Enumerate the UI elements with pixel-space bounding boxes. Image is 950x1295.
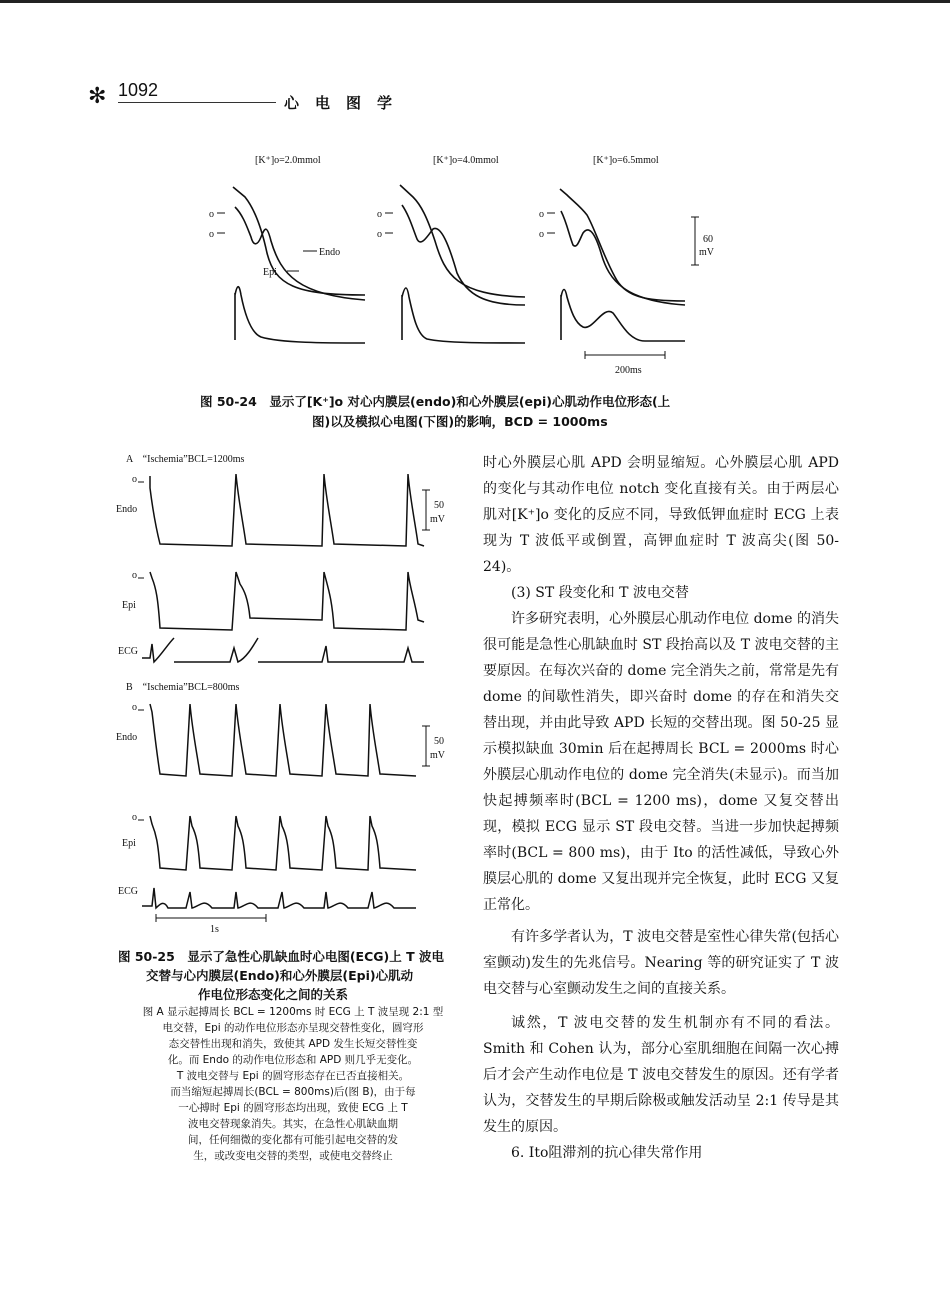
header-star-icon: ✻ [88, 84, 107, 109]
fig25-a-epi-label: Epi [122, 600, 136, 611]
fig25-note [118, 1004, 468, 1164]
fig24-panel-label-2: [K⁺]o=4.0mmol [433, 155, 499, 166]
fig25-b-endo-zero: o [132, 702, 137, 713]
fig25-caption-line1: 图 50-25 显示了急性心肌缺血时心电图(ECG)上 T 波电 [118, 949, 444, 964]
fig25-a-scale-value: 50 [434, 500, 444, 511]
fig25-note-line: T 波电交替与 Epi 的圆穹形态存在已否直接相关。 [176, 1070, 410, 1082]
fig25-a-endo-trace [150, 474, 424, 546]
page-number: 1092 [118, 80, 159, 100]
fig24-endo-label: Endo [319, 247, 341, 258]
page-top-border [0, 0, 950, 3]
fig25-b-epi-label: Epi [122, 838, 136, 849]
fig25-a-epi-zero: o [132, 570, 137, 581]
fig25-note-line: 图 A 显示起搏周长 BCL = 1200ms 时 ECG 上 T 波呈现 2:1 型 [142, 1006, 444, 1018]
fig24-voltage-scale-bar [691, 217, 699, 265]
fig25-caption-line3: 作电位形态变化之间的关系 [198, 987, 349, 1002]
fig24-scale-unit: mV [699, 247, 714, 258]
fig25-b-scale-unit: mV [430, 750, 445, 761]
body-paragraph-4: 诚然，T 波电交替的发生机制亦有不同的看法。Smith 和 Cohen 认为，部分心室肌细胞在间隔一次心搏后才会产生动作电位是 T 波电交替发生的原因。还有学者认为，交替发生的早期后除极或触发活动呈 2:1 传导是其发生的原因。 [483, 1015, 839, 1135]
fig25-note-line: 电交替，Epi 的动作电位形态亦呈现交替性变化，圆穹形 [162, 1022, 424, 1034]
body-text-column [483, 450, 839, 1166]
figure-50-25 [112, 448, 452, 940]
fig24-p1-zero-1: o [209, 209, 214, 220]
header-rule [118, 102, 276, 103]
fig25-b-epi-zero: o [132, 812, 137, 823]
fig25-zero-ticks [138, 482, 144, 820]
fig24-caption-line1: 图 50-24 显示了[K⁺]o 对心内膜层(endo)和心外膜层(epi)心肌动作电位形态(上 [200, 394, 671, 409]
fig25-panel-a-title: A “Ischemia”BCL=1200ms [126, 454, 245, 465]
fig25-a-endo-zero: o [132, 474, 137, 485]
fig25-caption-line2: 交替与心内膜层(Endo)和心外膜层(Epi)心肌动 [146, 968, 414, 983]
fig25-b-endo-trace [150, 704, 416, 776]
fig24-p2-zero-2: o [377, 229, 382, 240]
fig24-time-scale: 200ms [615, 365, 642, 376]
fig25-a-scale-unit: mV [430, 514, 445, 525]
fig25-b-epi-trace [150, 816, 416, 870]
body-paragraph-3: 有许多学者认为，T 波电交替是室性心律失常(包括心室颤动)发生的先兆信号。Nearing 等的研究证实了 T 波电交替与心室颤动发生之间的直接关系。 [483, 929, 839, 997]
fig24-p1-epi-trace [235, 207, 365, 300]
book-title: 心电图学 [284, 94, 409, 112]
figure-50-24 [195, 145, 755, 380]
fig24-p3-zero-2: o [539, 229, 544, 240]
fig24-caption-line2: 图)以及模拟心电图(下图)的影响，BCD = 1000ms [312, 414, 608, 429]
fig24-p3-zero-1: o [539, 209, 544, 220]
fig25-time-scale-bar [156, 914, 266, 922]
fig24-panel-label-1: [K⁺]o=2.0mmol [255, 155, 321, 166]
fig25-b-ecg-trace [142, 888, 416, 908]
fig25-note-line: 间，任何细微的变化都有可能引起电交替的发 [188, 1134, 398, 1146]
fig25-note-line: 态交替性出现和消失，致使其 APD 发生长短交替性变 [168, 1038, 418, 1050]
fig25-b-scale-bar [422, 726, 430, 766]
fig25-a-epi-trace [150, 572, 424, 630]
body-paragraph-2: 许多研究表明，心外膜层心肌动作电位 dome 的消失很可能是急性心肌缺血时 ST 段抬高以及 T 波电交替的主要原因。在每次兴奋的 dome 完全消失之前，常常是先有 dome 的间歇性消失，即兴奋时 dome 的存在和消失交替出现，并由此导致 APD 长短的交替出现。图 50-25 显示模拟缺血 30min 后在起搏周长 BCL = 2000ms 时心外膜层心肌动作电位的 dome 完全消失(未显示)。而当加快起搏频率时(BCL = 1200 ms)，dome 又复交替出现，模拟 ECG 显示 ST 段电交替。当进一步加快起搏频率时(BCL = 800 ms)，由于 Ito 的活性减低，导致心外膜层心肌的 dome 又复出现并完全恢复，此时 ECG 又复正常化。 [483, 611, 839, 913]
fig25-time-scale: 1s [210, 924, 219, 935]
fig24-epi-label: Epi [263, 267, 277, 278]
section-heading-3: (3) ST 段变化和 T 波电交替 [511, 585, 689, 601]
fig24-p1-zero-2: o [209, 229, 214, 240]
fig24-time-scale-bar [585, 351, 665, 359]
fig25-a-endo-label: Endo [116, 504, 138, 515]
fig24-scale-value: 60 [703, 234, 713, 245]
fig25-note-line: 一心搏时 Epi 的圆穹形态均出现，致使 ECG 上 T [178, 1102, 408, 1114]
fig25-note-line: 波电交替现象消失。其实，在急性心肌缺血期 [188, 1118, 398, 1130]
fig25-a-scale-bar [422, 490, 430, 530]
fig25-a-ecg-label: ECG [118, 646, 138, 657]
fig25-a-ecg-trace [142, 638, 424, 662]
fig24-p3-endo-trace [560, 189, 685, 301]
fig25-b-ecg-label: ECG [118, 886, 138, 897]
fig25-b-scale-value: 50 [434, 736, 444, 747]
fig25-note-line: 化。而 Endo 的动作电位形态和 APD 则几乎无变化。 [167, 1054, 419, 1066]
fig24-p2-zero-1: o [377, 209, 382, 220]
fig25-b-endo-label: Endo [116, 732, 138, 743]
fig24-p3-epi-trace [561, 211, 685, 305]
fig24-panel-label-3: [K⁺]o=6.5mmol [593, 155, 659, 166]
section-heading-6: 6. Ito阻滞剂的抗心律失常作用 [511, 1145, 703, 1161]
fig24-p2-epi-trace [402, 205, 525, 305]
fig24-p3-ecg-trace [561, 290, 685, 342]
body-paragraph-1: 时心外膜层心肌 APD 会明显缩短。心外膜层心肌 APD 的变化与其动作电位 notch 变化直接有关。由于两层心肌对[K⁺]o 变化的反应不同，导致低钾血症时 ECG 上表现为 T 波低平或倒置，高钾血症时 T 波高尖(图 50-24)。 [483, 455, 839, 575]
fig25-panel-b-title: B “Ischemia”BCL=800ms [126, 682, 240, 693]
fig25-note-line: 生，或改变电交替的类型，或使电交替终止 [193, 1150, 393, 1162]
fig25-note-line: 而当缩短起搏周长(BCL = 800ms)后(图 B)，由于每 [170, 1086, 416, 1098]
